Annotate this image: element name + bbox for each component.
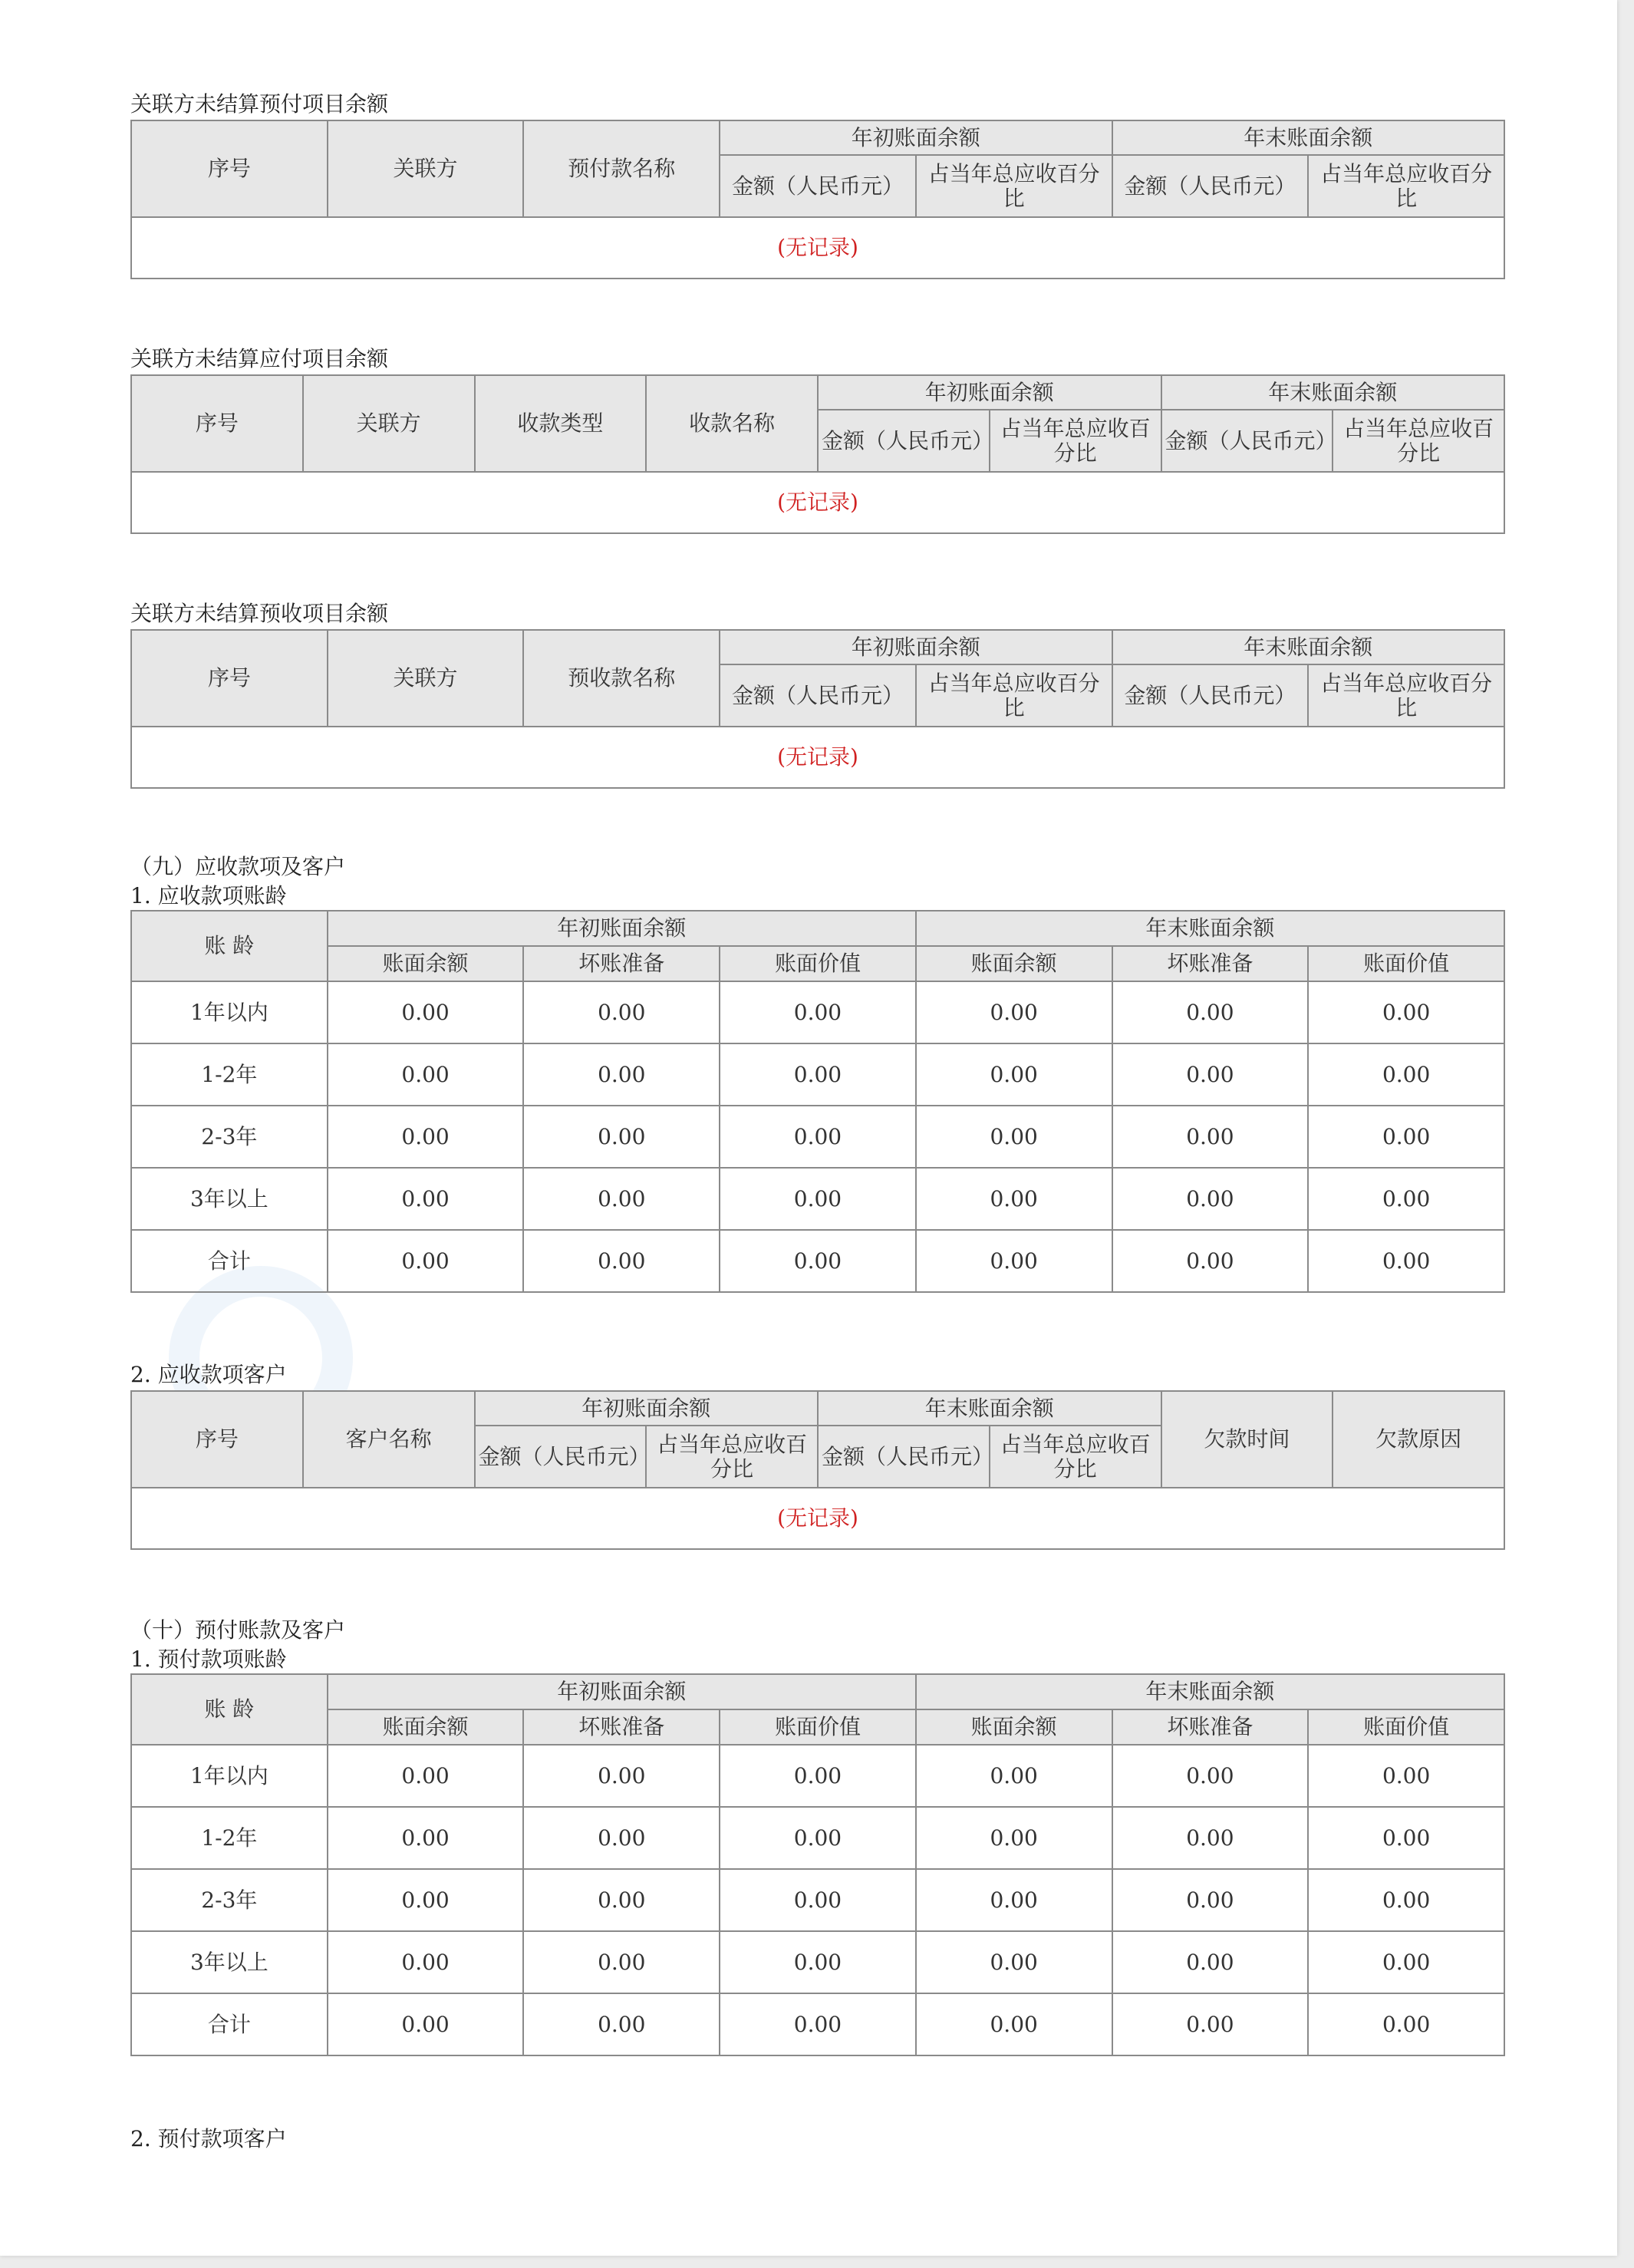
value-cell: 0.00 xyxy=(523,981,720,1043)
value-cell: 0.00 xyxy=(720,1993,916,2055)
value-cell: 0.00 xyxy=(916,1993,1112,2055)
header-index: 序号 xyxy=(131,1391,303,1488)
subsection-title: 1. 应收款项账龄 xyxy=(130,883,287,908)
value-cell: 0.00 xyxy=(523,1807,720,1869)
table-row xyxy=(131,1106,1504,1168)
value-cell: 0.00 xyxy=(1308,1807,1504,1869)
receivables-aging-table xyxy=(130,910,1505,1293)
value-cell: 0.00 xyxy=(1308,1869,1504,1931)
value-cell: 0.00 xyxy=(916,1106,1112,1168)
section-prepayments xyxy=(130,1615,1505,2056)
header-begin-balance: 年初账面余额 xyxy=(720,630,1112,664)
header-percent: 占当年总应收百分比 xyxy=(1308,664,1504,727)
value-cell: 0.00 xyxy=(1112,1043,1309,1106)
section-payable-related xyxy=(130,344,1505,534)
table-row xyxy=(131,1168,1504,1230)
value-cell: 0.00 xyxy=(1308,1230,1504,1292)
prepayments-aging-table xyxy=(130,1673,1505,2056)
value-cell: 0.00 xyxy=(916,1043,1112,1106)
value-cell: 0.00 xyxy=(328,1869,524,1931)
subsection-title: 1. 预付款项账龄 xyxy=(130,1647,287,1672)
value-cell: 0.00 xyxy=(328,1168,524,1230)
no-record-text: (无记录) xyxy=(131,472,1504,533)
value-cell: 0.00 xyxy=(523,1931,720,1993)
header-end-balance: 年末账面余额 xyxy=(1112,120,1504,155)
aging-label: 合计 xyxy=(131,1993,328,2055)
header-party: 关联方 xyxy=(328,630,524,727)
aging-label: 3年以上 xyxy=(131,1931,328,1993)
section-receivable-customers xyxy=(130,1360,1505,1550)
value-cell: 0.00 xyxy=(328,1043,524,1106)
value-cell: 0.00 xyxy=(523,1869,720,1931)
value-cell: 0.00 xyxy=(1308,1043,1504,1106)
value-cell: 0.00 xyxy=(916,981,1112,1043)
value-cell: 0.00 xyxy=(916,1869,1112,1931)
value-cell: 0.00 xyxy=(1308,1106,1504,1168)
header-prepaid-name: 预付款名称 xyxy=(523,120,720,217)
value-cell: 0.00 xyxy=(720,1230,916,1292)
value-cell: 0.00 xyxy=(916,1230,1112,1292)
value-cell: 0.00 xyxy=(1112,1931,1309,1993)
header-book-value: 账面价值 xyxy=(1308,946,1504,981)
header-begin-balance: 年初账面余额 xyxy=(328,1674,916,1709)
aging-label: 1年以内 xyxy=(131,1745,328,1807)
value-cell: 0.00 xyxy=(916,1931,1112,1993)
header-end-balance: 年末账面余额 xyxy=(818,1391,1161,1426)
header-advance-name: 预收款名称 xyxy=(523,630,720,727)
header-customer-name: 客户名称 xyxy=(303,1391,475,1488)
value-cell: 0.00 xyxy=(1112,981,1309,1043)
value-cell: 0.00 xyxy=(916,1168,1112,1230)
header-book-balance: 账面余额 xyxy=(328,946,524,981)
no-record-text: (无记录) xyxy=(131,217,1504,279)
table-row xyxy=(131,1043,1504,1106)
header-end-balance: 年末账面余额 xyxy=(1161,375,1505,410)
header-index: 序号 xyxy=(131,375,303,472)
header-percent: 占当年总应收百分比 xyxy=(990,1426,1161,1488)
table-caption: 关联方未结算应付项目余额 xyxy=(130,346,389,371)
value-cell: 0.00 xyxy=(720,1745,916,1807)
value-cell: 0.00 xyxy=(328,1745,524,1807)
value-cell: 0.00 xyxy=(328,1931,524,1993)
header-bad-debt: 坏账准备 xyxy=(523,1709,720,1745)
table-row xyxy=(131,1745,1504,1807)
value-cell: 0.00 xyxy=(523,1043,720,1106)
value-cell: 0.00 xyxy=(1112,1230,1309,1292)
value-cell: 0.00 xyxy=(1112,1168,1309,1230)
aging-label: 2-3年 xyxy=(131,1869,328,1931)
header-percent: 占当年总应收百分比 xyxy=(1333,410,1504,472)
prepaid-related-table xyxy=(130,120,1505,279)
value-cell: 0.00 xyxy=(1112,1745,1309,1807)
value-cell: 0.00 xyxy=(523,1993,720,2055)
value-cell: 0.00 xyxy=(916,1807,1112,1869)
header-aging: 账 龄 xyxy=(131,1674,328,1745)
header-arrears-time: 欠款时间 xyxy=(1161,1391,1333,1488)
value-cell: 0.00 xyxy=(523,1106,720,1168)
subsection-title: 2. 预付款项客户 xyxy=(130,2126,287,2151)
header-book-value: 账面价值 xyxy=(720,946,916,981)
header-book-value: 账面价值 xyxy=(720,1709,916,1745)
value-cell: 0.00 xyxy=(1308,1168,1504,1230)
table-row xyxy=(131,1869,1504,1931)
header-percent: 占当年总应收百分比 xyxy=(1308,155,1504,217)
section-prepaid-related xyxy=(130,89,1505,279)
value-cell: 0.00 xyxy=(328,1993,524,2055)
section-prepayment-customers xyxy=(130,2124,1505,2154)
header-end-balance: 年末账面余额 xyxy=(916,911,1504,946)
aging-label: 合计 xyxy=(131,1230,328,1292)
value-cell: 0.00 xyxy=(1112,1869,1309,1931)
value-cell: 0.00 xyxy=(1308,981,1504,1043)
value-cell: 0.00 xyxy=(1112,1106,1309,1168)
table-row xyxy=(131,1931,1504,1993)
value-cell: 0.00 xyxy=(720,981,916,1043)
header-index: 序号 xyxy=(131,120,328,217)
subsection-title: 2. 应收款项客户 xyxy=(130,1362,287,1387)
header-party: 关联方 xyxy=(328,120,524,217)
header-amount: 金额（人民币元） xyxy=(720,664,916,727)
value-cell: 0.00 xyxy=(1308,1745,1504,1807)
header-end-balance: 年末账面余额 xyxy=(1112,630,1504,664)
header-begin-balance: 年初账面余额 xyxy=(328,911,916,946)
value-cell: 0.00 xyxy=(720,1869,916,1931)
value-cell: 0.00 xyxy=(916,1745,1112,1807)
value-cell: 0.00 xyxy=(523,1168,720,1230)
receivable-customers-table xyxy=(130,1390,1505,1550)
value-cell: 0.00 xyxy=(1308,1993,1504,2055)
table-row xyxy=(131,1807,1504,1869)
value-cell: 0.00 xyxy=(1112,1993,1309,2055)
header-book-value: 账面价值 xyxy=(1308,1709,1504,1745)
aging-label: 1年以内 xyxy=(131,981,328,1043)
section-title: （十）预付账款及客户 xyxy=(130,1617,346,1643)
header-amount: 金额（人民币元） xyxy=(475,1426,647,1488)
value-cell: 0.00 xyxy=(328,1106,524,1168)
aging-label: 2-3年 xyxy=(131,1106,328,1168)
header-amount: 金额（人民币元） xyxy=(720,155,916,217)
table-row-total xyxy=(131,1230,1504,1292)
header-payment-type: 收款类型 xyxy=(475,375,647,472)
value-cell: 0.00 xyxy=(720,1168,916,1230)
no-record-text: (无记录) xyxy=(131,1488,1504,1549)
header-amount: 金额（人民币元） xyxy=(818,410,990,472)
header-party: 关联方 xyxy=(303,375,475,472)
table-caption: 关联方未结算预收项目余额 xyxy=(130,601,389,626)
header-amount: 金额（人民币元） xyxy=(818,1426,990,1488)
header-bad-debt: 坏账准备 xyxy=(523,946,720,981)
header-bad-debt: 坏账准备 xyxy=(1112,946,1309,981)
table-row-total xyxy=(131,1993,1504,2055)
header-book-balance: 账面余额 xyxy=(916,946,1112,981)
header-arrears-reason: 欠款原因 xyxy=(1333,1391,1504,1488)
payable-related-table xyxy=(130,374,1505,534)
value-cell: 0.00 xyxy=(720,1043,916,1106)
header-amount: 金额（人民币元） xyxy=(1112,155,1309,217)
header-payment-name: 收款名称 xyxy=(646,375,818,472)
header-aging: 账 龄 xyxy=(131,911,328,981)
value-cell: 0.00 xyxy=(1112,1807,1309,1869)
aging-label: 1-2年 xyxy=(131,1043,328,1106)
header-percent: 占当年总应收百分比 xyxy=(990,410,1161,472)
value-cell: 0.00 xyxy=(523,1745,720,1807)
aging-label: 3年以上 xyxy=(131,1168,328,1230)
header-percent: 占当年总应收百分比 xyxy=(916,155,1112,217)
header-begin-balance: 年初账面余额 xyxy=(720,120,1112,155)
value-cell: 0.00 xyxy=(720,1807,916,1869)
header-book-balance: 账面余额 xyxy=(916,1709,1112,1745)
section-advance-received-related xyxy=(130,598,1505,789)
value-cell: 0.00 xyxy=(328,1807,524,1869)
header-bad-debt: 坏账准备 xyxy=(1112,1709,1309,1745)
header-index: 序号 xyxy=(131,630,328,727)
header-percent: 占当年总应收百分比 xyxy=(646,1426,818,1488)
value-cell: 0.00 xyxy=(328,1230,524,1292)
table-caption: 关联方未结算预付项目余额 xyxy=(130,91,389,117)
header-amount: 金额（人民币元） xyxy=(1161,410,1333,472)
value-cell: 0.00 xyxy=(523,1230,720,1292)
value-cell: 0.00 xyxy=(328,981,524,1043)
table-row xyxy=(131,981,1504,1043)
value-cell: 0.00 xyxy=(720,1106,916,1168)
header-book-balance: 账面余额 xyxy=(328,1709,524,1745)
header-begin-balance: 年初账面余额 xyxy=(818,375,1161,410)
header-end-balance: 年末账面余额 xyxy=(916,1674,1504,1709)
no-record-text: (无记录) xyxy=(131,727,1504,788)
value-cell: 0.00 xyxy=(1308,1931,1504,1993)
section-title: （九）应收款项及客户 xyxy=(130,854,346,879)
advance-received-related-table xyxy=(130,629,1505,789)
aging-label: 1-2年 xyxy=(131,1807,328,1869)
section-receivables xyxy=(130,852,1505,1293)
header-begin-balance: 年初账面余额 xyxy=(475,1391,819,1426)
header-percent: 占当年总应收百分比 xyxy=(916,664,1112,727)
header-amount: 金额（人民币元） xyxy=(1112,664,1309,727)
value-cell: 0.00 xyxy=(720,1931,916,1993)
